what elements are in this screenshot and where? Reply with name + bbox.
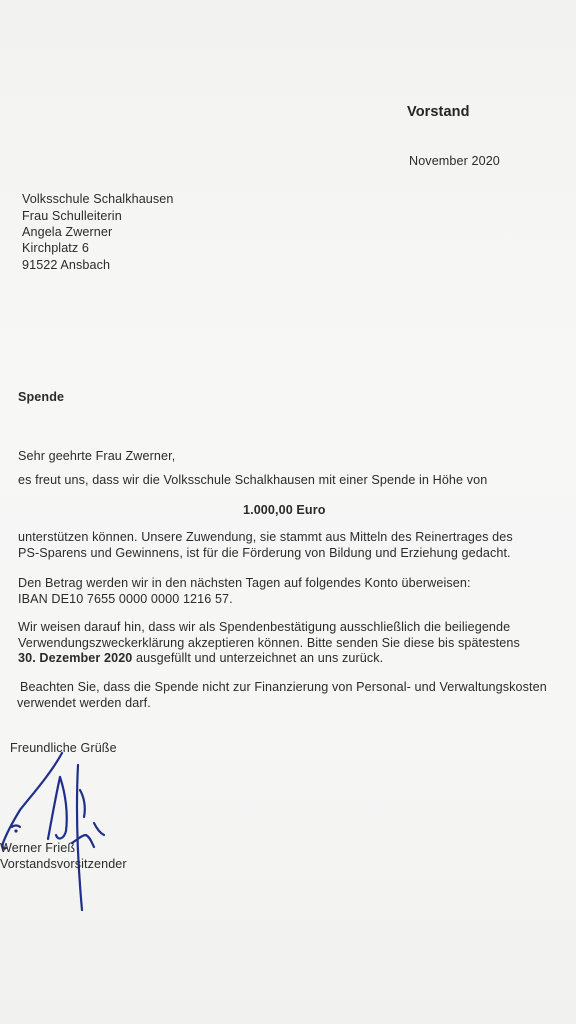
body-text-rest: ausgefüllt und unterzeichnet an uns zurück. [132,651,384,665]
recipient-line: Volksschule Schalkhausen [22,192,174,206]
recipient-line: Kirchplatz 6 [22,241,89,255]
letter-date: November 2020 [409,154,500,168]
iban-line: IBAN DE10 7655 0000 0000 1216 57. [18,592,233,606]
body-text: verwendet werden darf. [17,696,151,710]
handwritten-signature [0,735,140,925]
deadline-date: 30. Dezember 2020 [18,651,133,665]
signer-role: Vorstandsvorsitzender [0,857,127,871]
body-text: es freut uns, dass wir die Volksschule Schalkhausen mit einer Spende in Höhe von [18,473,488,487]
body-text [18,651,383,665]
recipient-line: Angela Zwerner [22,225,113,239]
recipient-line: 91522 Ansbach [22,258,111,272]
body-text: Verwendungszweckerklärung akzeptieren können. Bitte senden Sie diese bis spätestens [18,636,520,650]
sender-heading: Vorstand [407,104,470,120]
body-text: Beachten Sie, dass die Spende nicht zur Finanzierung von Personal- und Verwaltungskosten [20,680,547,694]
closing-greeting: Freundliche Grüße [10,741,117,755]
donation-amount: 1.000,00 Euro [243,503,326,517]
recipient-line: Frau Schulleiterin [22,209,122,223]
body-text: Wir weisen darauf hin, dass wir als Spendenbestätigung ausschließlich die beiliegende [18,620,511,634]
salutation: Sehr geehrte Frau Zwerner, [18,449,176,463]
signer-name: Werner Frieß [0,841,76,855]
body-text: PS-Sparens und Gewinnens, ist für die Förderung von Bildung und Erziehung gedacht. [18,546,511,560]
body-text: unterstützen können. Unsere Zuwendung, sie stammt aus Mitteln des Reinertrages des [18,530,513,544]
body-text: Den Betrag werden wir in den nächsten Tagen auf folgendes Konto überweisen: [18,576,471,590]
subject-line: Spende [18,390,65,404]
